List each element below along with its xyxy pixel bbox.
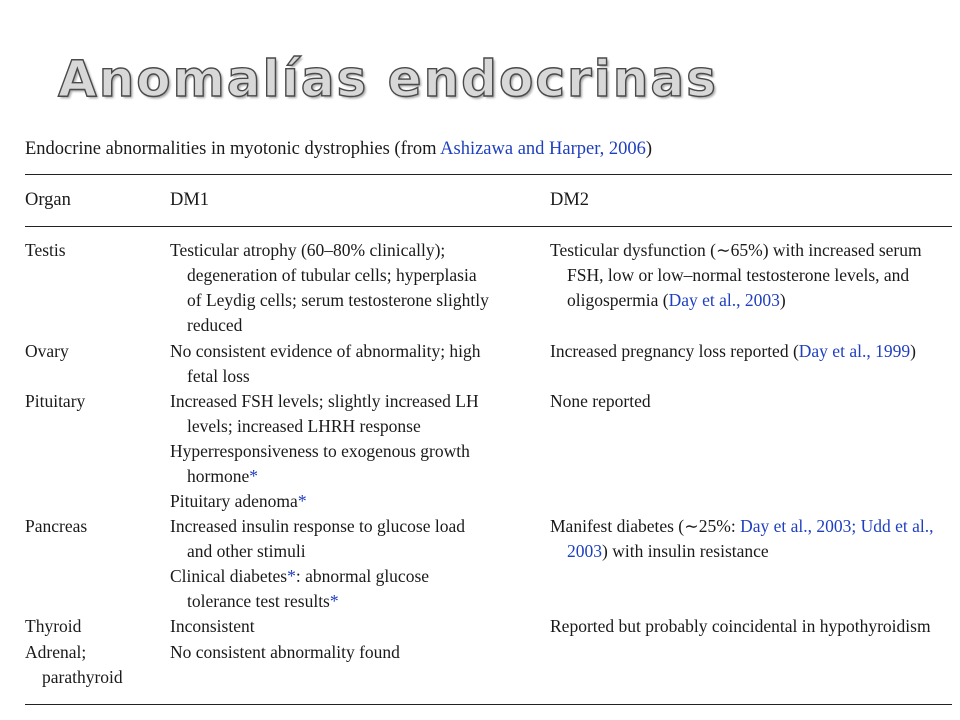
thyroid-dm2-line: Reported but probably coincidental in hypothyroidism [550,616,931,636]
thyroid-dm1-line: Inconsistent [170,616,255,636]
pancreas-dm2-reference-link[interactable]: 2003 [567,541,602,561]
pancreas-dm1-line [170,568,429,586]
testis-dm2-line: Testicular dysfunction (∼65%) with increased serum [550,240,922,260]
table-caption [25,139,652,160]
asterisk-footnote-link[interactable]: * [249,466,258,486]
ovary-dm2-end: ) [910,341,916,361]
ovary-dm1-line: fetal loss [187,366,250,386]
testis-dm2-line [550,292,786,310]
pituitary-dm1-line: Hyperresponsiveness to exogenous growth [170,441,470,461]
asterisk-footnote-link[interactable]: * [287,566,296,586]
pancreas-dm1-line: Increased insulin response to glucose load [170,516,465,536]
testis-dm2-end: ) [779,290,786,310]
testis-dm1-line: Testicular atrophy (60–80% clinically); [170,240,446,260]
pituitary-dm1-line: Increased FSH levels; slightly increased LH [170,391,479,411]
pancreas-dm1-text: : abnormal glucose [295,566,430,586]
organ-ovary: Ovary [25,341,69,361]
adrenal-dm1-line: No consistent abnormality found [170,642,400,662]
testis-dm2-text: oligospermia ( [567,290,669,310]
caption-text-end: ) [645,139,653,159]
ovary-dm2-line [550,343,916,361]
slide-title: Anomalías endocrinas [58,50,718,108]
asterisk-footnote-link[interactable]: * [297,491,307,511]
header-organ: Organ [25,190,71,210]
pancreas-dm2-end: ) with insulin resistance [602,541,769,561]
pancreas-dm1-text: tolerance test results [187,591,330,611]
testis-dm1-line: degeneration of tubular cells; hyperplasia [187,265,477,285]
ovary-dm2-reference-link[interactable]: Day et al., 1999 [798,341,911,361]
organ-adrenal: Adrenal; [25,642,87,662]
pancreas-dm1-line: and other stimuli [187,541,306,561]
testis-dm2-reference-link[interactable]: Day et al., 2003 [668,290,780,310]
pituitary-dm1-line: levels; increased LHRH response [187,416,421,436]
ovary-dm1-line: No consistent evidence of abnormality; high [170,341,481,361]
header-rule [25,226,952,227]
organ-testis: Testis [25,240,66,260]
organ-thyroid: Thyroid [25,616,82,636]
table-top-rule [25,174,952,175]
organ-parathyroid: parathyroid [42,667,123,687]
table-bottom-rule [25,704,952,705]
pituitary-dm1-text: hormone [187,466,250,486]
pituitary-dm2-line: None reported [550,391,651,411]
asterisk-footnote-link[interactable]: * [329,591,339,611]
organ-pancreas: Pancreas [25,516,88,536]
pancreas-dm1-line [170,593,339,611]
caption-reference-link[interactable]: Ashizawa and Harper, 2006 [440,139,646,159]
testis-dm1-line: reduced [187,315,243,335]
ovary-dm2-text: Increased pregnancy loss reported ( [550,341,799,361]
pancreas-dm2-line [550,518,934,536]
pituitary-dm1-line [170,468,258,486]
pancreas-dm2-text: Manifest diabetes (∼25%: [550,516,741,536]
pituitary-dm1-text: Pituitary adenoma [170,491,298,511]
header-dm2: DM2 [550,190,590,210]
testis-dm1-line: of Leydig cells; serum testosterone slightly [187,290,489,310]
organ-pituitary: Pituitary [25,391,86,411]
caption-text: Endocrine abnormalities in myotonic dystrophies (from [25,139,441,159]
pancreas-dm2-line [550,543,769,561]
testis-dm2-line: FSH, low or low–normal testosterone levels, and [567,265,910,285]
pituitary-dm1-line [170,493,307,511]
pancreas-dm2-reference-link[interactable]: Day et al., 2003; Udd et al., [740,516,934,536]
header-dm1: DM1 [170,190,210,210]
pancreas-dm1-text: Clinical diabetes [170,566,288,586]
